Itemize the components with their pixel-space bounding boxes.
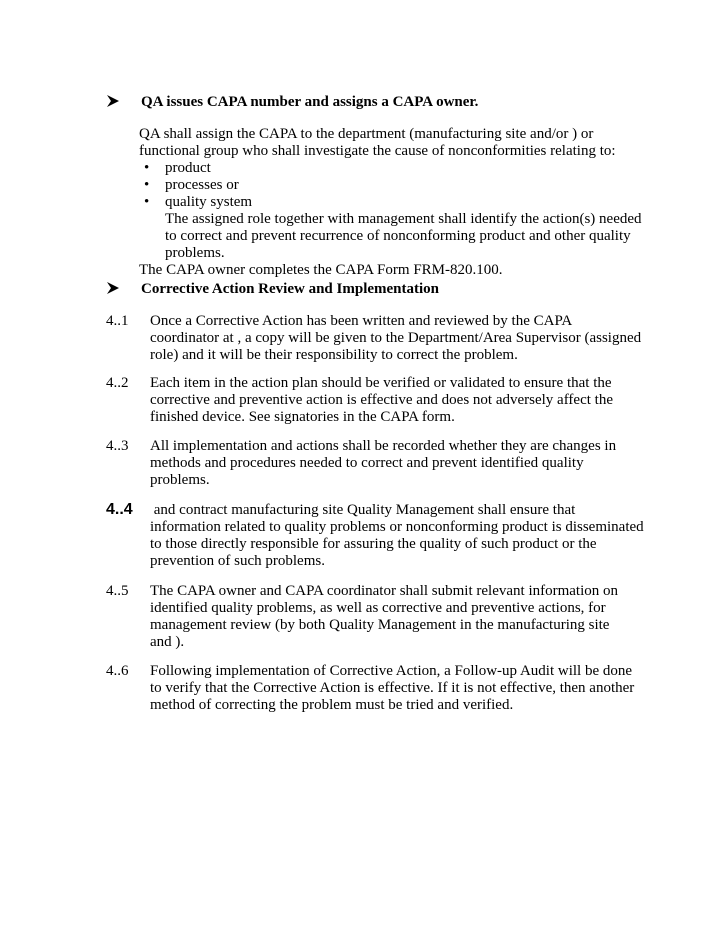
paragraph-line: role) and it will be their responsibility to correct the problem. (150, 347, 518, 363)
paragraph-line: The assigned role together with management shall identify the action(s) needed (165, 211, 642, 227)
paragraph-line: to those directly responsible for assuring the quality of such product or the (150, 536, 597, 552)
paragraph-line: The CAPA owner completes the CAPA Form FRM-820.100. (139, 262, 503, 278)
paragraph-line: methods and procedures needed to correct and prevent identified quality (150, 455, 584, 471)
item-number: 4..5 (106, 583, 129, 599)
paragraph-line: problems. (165, 245, 225, 261)
paragraph-line: Once a Corrective Action has been written and reviewed by the CAPA (150, 313, 573, 329)
item-number: 4..1 (106, 313, 129, 329)
paragraph-line: All implementation and actions shall be recorded whether they are changes in (150, 438, 617, 454)
bullet-dot-icon: • (144, 194, 150, 210)
paragraph-line: and contract manufacturing site Quality Management shall ensure that (150, 502, 576, 518)
item-number: 4..6 (106, 663, 129, 679)
item-number: 4..2 (106, 375, 129, 391)
bullet-item: quality system (165, 194, 253, 210)
item-text (150, 663, 635, 714)
paragraph-line: problems. (150, 472, 210, 488)
bullet-item: processes or (165, 177, 239, 193)
paragraph-line: QA shall assign the CAPA to the department (manufacturing site and/or ) or (139, 126, 594, 142)
paragraph-line: to verify that the Corrective Action is effective. If it is not effective, then another (150, 680, 635, 696)
section-heading-capa-owner: QA issues CAPA number and assigns a CAPA owner. (141, 94, 479, 110)
paragraph-line: prevention of such problems. (150, 553, 325, 569)
paragraph-line: identified quality problems, as well as corrective and preventive actions, for (150, 600, 606, 616)
section-heading-corrective-action: Corrective Action Review and Implementation (141, 281, 440, 297)
item-number: 4..4 (106, 501, 133, 518)
paragraph-line: Following implementation of Corrective Action, a Follow-up Audit will be done (150, 663, 633, 679)
bullet-dot-icon: • (144, 160, 150, 176)
paragraph-line: method of correcting the problem must be tried and verified. (150, 697, 514, 713)
item-text (150, 583, 630, 651)
arrow-bullet-icon (106, 281, 120, 295)
bullet-dot-icon: • (144, 177, 150, 193)
paragraph-line: to correct and prevent recurrence of nonconforming product and other quality (165, 228, 631, 244)
paragraph-line: management review (by both Quality Management in the manufacturing site (150, 617, 610, 633)
paragraph-line: and ). (150, 634, 185, 650)
paragraph-line: corrective and preventive action is effective and does not adversely affect the (150, 392, 613, 408)
item-text (150, 375, 630, 426)
bullet-item: product (165, 160, 211, 176)
item-text (150, 438, 630, 489)
paragraph-line: coordinator at , a copy will be given to the Department/Area Supervisor (assigned (150, 330, 642, 346)
paragraph-line: Each item in the action plan should be verified or validated to ensure that the (150, 375, 612, 391)
paragraph-line: finished device. See signatories in the CAPA form. (150, 409, 455, 425)
paragraph-line: functional group who shall investigate the cause of nonconformities relating to: (139, 143, 616, 159)
paragraph-line: information related to quality problems or nonconforming product is disseminated (150, 519, 644, 535)
arrow-bullet-icon (106, 94, 120, 108)
paragraph-line: The CAPA owner and CAPA coordinator shall submit relevant information on (150, 583, 619, 599)
item-text (150, 502, 644, 570)
item-text (150, 313, 642, 364)
item-number: 4..3 (106, 438, 129, 454)
